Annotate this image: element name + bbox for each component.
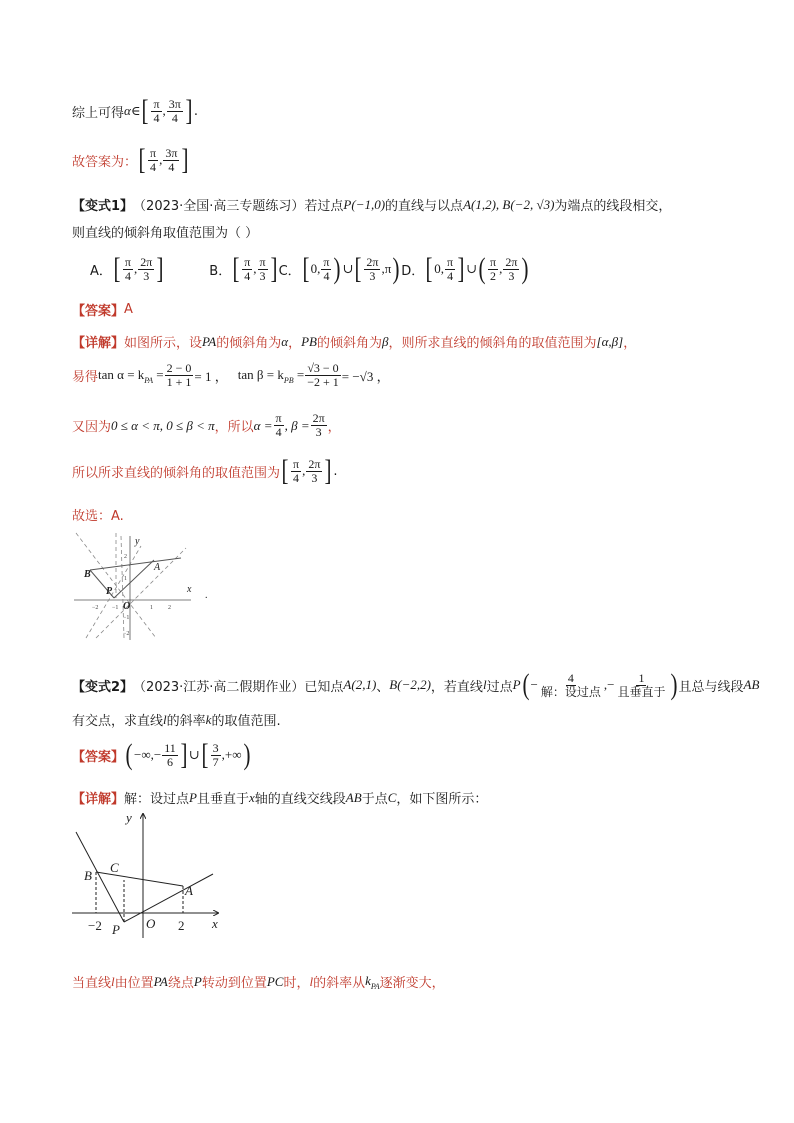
variant2-detail: 【详解】 解：设过点 P 且垂直于 x 轴的直线交线段 AB 于点 C ，如下图所示： xyxy=(72,789,488,807)
answer-line: 故答案为： [ $\frac{\pi}{4}$ , $\frac{3\pi}{4}$ ] xyxy=(72,143,189,176)
variant1-answer: 【答案】 A xyxy=(72,302,133,319)
summary-prefix: 综上可得 xyxy=(72,105,125,121)
svg-text:2: 2 xyxy=(124,554,127,560)
svg-text:B: B xyxy=(84,868,92,883)
summary-line: 综上可得 α ∈ [ $\frac{\pi}{4}$ , $\frac{3\pi}{4}$ ] . xyxy=(72,94,198,127)
svg-text:P: P xyxy=(106,586,113,597)
variant1-question: 【变式1】 （2023·全国·高三专题练习） 若过点 P(−1,0) 的直线与以点 A(1,2), B(−2, √3) 为端点的线段相交， xyxy=(72,196,672,214)
answer-label: 故答案为： xyxy=(72,154,138,170)
point-P: P(−1,0) xyxy=(343,196,386,212)
variant2-source: （2023·江苏·高二假期作业） xyxy=(133,679,305,695)
variant1-detail-4: 所以所求直线的倾斜角的取值范围为 [ $\frac{\pi}{4}$ , $\frac{2\pi}{3}$ ] . xyxy=(72,454,338,487)
svg-text:A: A xyxy=(185,883,193,898)
variant1-source: （2023·全国·高三专题练习） xyxy=(133,199,305,214)
svg-text:.: . xyxy=(205,590,208,601)
variant1-detail-3: 又因为 0 ≤ α < π, 0 ≤ β < π ，所以 α = $\frac{\pi}{4}$ , β = $\frac{2\pi}{3}$ ， xyxy=(72,411,341,439)
left-bracket: [ xyxy=(138,143,146,176)
left-bracket: [ xyxy=(141,94,149,127)
options-row xyxy=(90,254,530,284)
alpha-symbol: α xyxy=(124,103,131,118)
option-c[interactable]: C． [ 0, $\frac{\pi}{4}$ ) ∪ [ $\frac{2\pi}{3}$ ,π ) xyxy=(278,252,400,285)
variant1-choose: 故选：A. xyxy=(72,509,124,524)
variant2-question: 【变式2】 （2023·江苏·高二假期作业） 已知点 A(2,1) 、 B(−2,2) ，若直线 l 过点 P ( − $\frac{4}{\text{解：设过点}}$ ,− $\frac{1}{\text{且垂直于}}$ ) 且总与线段 AB xyxy=(72,668,760,701)
variant2-question-line2: 有交点，求直线 l 的斜率 k 的取值范围. xyxy=(72,711,281,729)
svg-text:x: x xyxy=(187,584,192,595)
figure-1 xyxy=(66,528,216,643)
variant1-detail-2: 易得 $\tan \alpha = k_{PA}$ = $\frac{2 - 0}{1 + 1}$ = 1 ， $\tan \beta = k_{PB}$ = $\frac{√3 - 0}{-2 + 1}$ = −√3 ， xyxy=(72,361,390,389)
svg-text:−2: −2 xyxy=(88,918,102,933)
fraction: $\frac{\pi}{4}$ xyxy=(153,96,160,125)
svg-text:y: y xyxy=(126,810,132,825)
right-bracket: ] xyxy=(185,94,193,127)
in-symbol: ∈ xyxy=(130,103,141,118)
svg-text:−1: −1 xyxy=(123,615,130,621)
variant1-tag: 【变式1】 xyxy=(72,199,134,214)
fraction: $\frac{\pi}{4}$ xyxy=(150,145,157,174)
option-a[interactable]: A． [ $\frac{\pi}{4}$ , $\frac{2\pi}{3}$ ] xyxy=(90,252,164,285)
right-bracket: ] xyxy=(181,143,189,176)
svg-text:P: P xyxy=(112,922,120,937)
variant2-answer: 【答案】 ( −∞,− $\frac{11}{6}$ ] ∪ [ $\frac{3}{7}$ ,+∞ ) xyxy=(72,738,251,771)
svg-text:2: 2 xyxy=(168,605,171,611)
svg-text:−2: −2 xyxy=(92,605,99,611)
variant1-detail-1: 【详解】 如图所示，设 PA 的倾斜角为 α ， PB 的倾斜角为 β ，则所求直线的倾斜角的取值范围为 [α,β] ， xyxy=(72,333,637,351)
svg-text:B: B xyxy=(84,569,91,580)
svg-text:y: y xyxy=(135,536,140,547)
variant2-last-line: 当直线 l 由位置 PA 绕点 P 转动到位置 PC 时， l 的斜率从 $k_{PA}$ 逐渐变大， xyxy=(72,972,445,991)
svg-text:C: C xyxy=(110,860,119,875)
points-AB: A(1,2), B(−2, √3) xyxy=(463,196,555,212)
variant1-question-line2: 则直线的倾斜角取值范围为（ ） xyxy=(72,226,259,241)
fraction: $\frac{3\pi}{4}$ xyxy=(165,145,178,174)
svg-text:−2: −2 xyxy=(123,631,130,637)
fraction: $\frac{3\pi}{4}$ xyxy=(168,96,181,125)
option-b[interactable]: B． [ $\frac{\pi}{4}$ , $\frac{\pi}{3}$ ] xyxy=(209,252,278,285)
svg-text:2: 2 xyxy=(178,918,185,933)
figure-2 xyxy=(68,810,228,940)
svg-text:O: O xyxy=(146,916,156,931)
svg-text:1: 1 xyxy=(150,605,153,611)
svg-text:−1: −1 xyxy=(112,605,119,611)
option-d[interactable]: D． [ 0, $\frac{\pi}{4}$ ] ∪ ( $\frac{\pi}{2}$ , $\frac{2\pi}{3}$ ) xyxy=(401,252,529,285)
svg-text:1: 1 xyxy=(124,576,127,582)
variant2-tag: 【变式2】 xyxy=(72,679,134,695)
svg-text:A: A xyxy=(154,562,161,573)
svg-text:x: x xyxy=(212,916,218,931)
svg-text:O: O xyxy=(123,601,131,612)
